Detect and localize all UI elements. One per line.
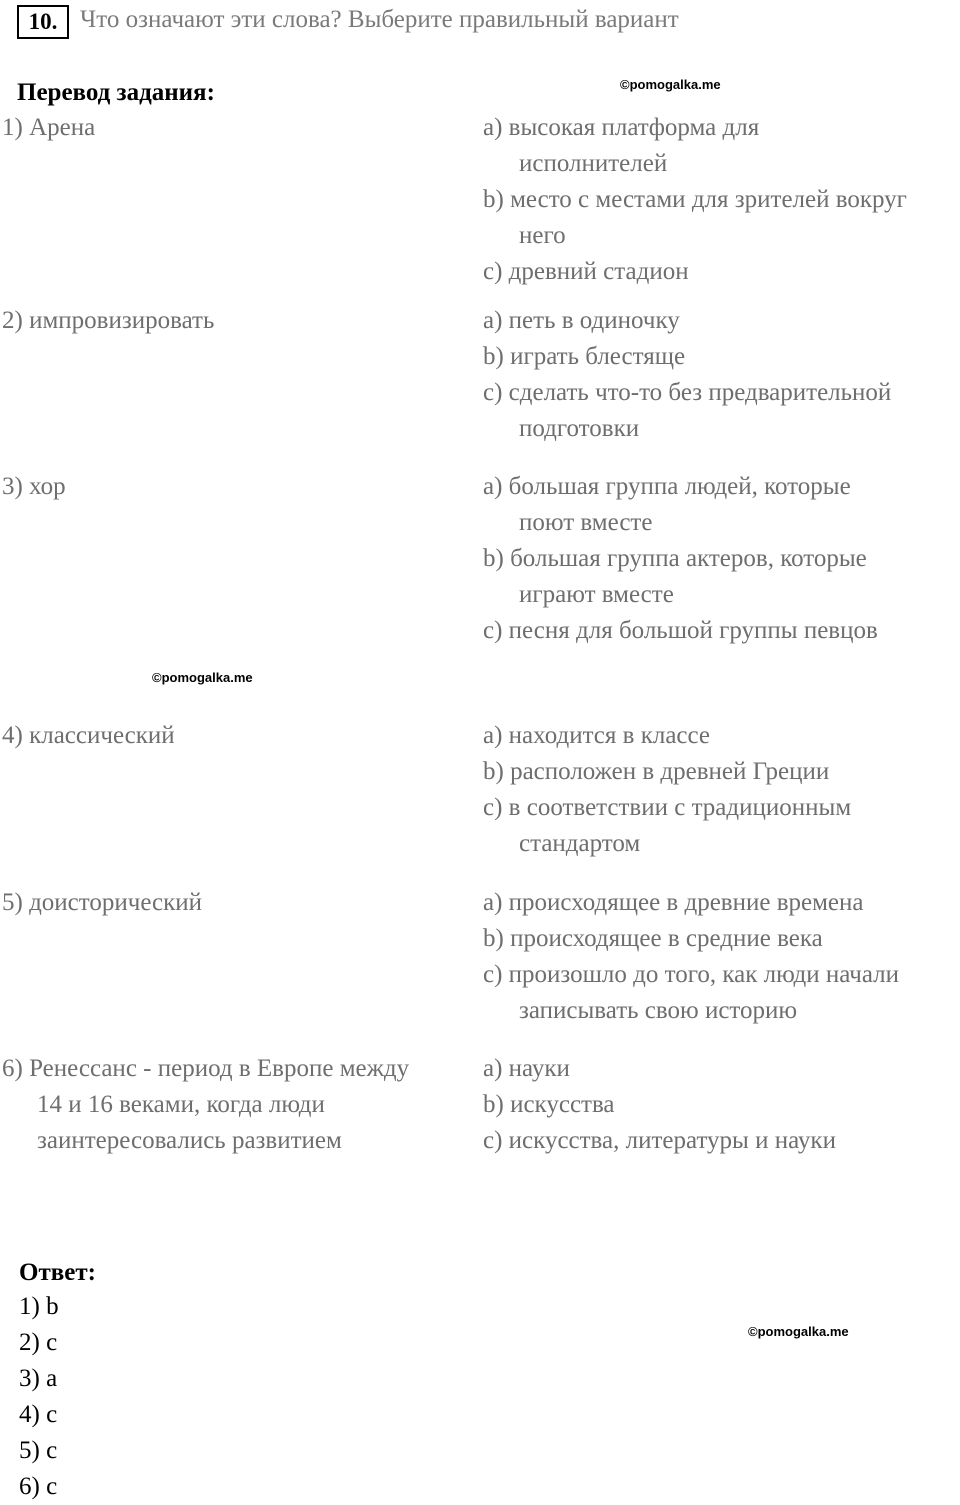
option-line: a) науки bbox=[483, 1055, 570, 1082]
answer-line: 6) c bbox=[19, 1473, 58, 1500]
answer-line: 4) c bbox=[19, 1401, 58, 1428]
option-line: поют вместе bbox=[519, 509, 653, 536]
question-term: 5) доисторический bbox=[2, 889, 203, 916]
question-term: 2) импровизировать bbox=[2, 307, 215, 334]
option-line: подготовки bbox=[519, 415, 640, 442]
option-line: c) в соответствии с традиционным bbox=[483, 794, 852, 821]
option-line: стандартом bbox=[519, 830, 641, 857]
option-line: b) играть блестяще bbox=[483, 343, 686, 370]
option-line: c) произошло до того, как люди начали bbox=[483, 961, 900, 988]
question-term: 6) Ренессанс - период в Европе между bbox=[2, 1055, 410, 1082]
option-line: c) песня для большой группы певцов bbox=[483, 617, 878, 644]
option-line: c) искусства, литературы и науки bbox=[483, 1127, 836, 1154]
answer-line: 2) c bbox=[19, 1329, 58, 1356]
option-line: c) древний стадион bbox=[483, 258, 689, 285]
task-number-box: 10. bbox=[17, 5, 69, 39]
option-line: b) место с местами для зрителей вокруг bbox=[483, 186, 907, 213]
answer-line: 3) a bbox=[19, 1365, 58, 1392]
option-line: b) расположен в древней Греции bbox=[483, 758, 830, 785]
option-line: b) искусства bbox=[483, 1091, 615, 1118]
watermark: ©pomogalka.me bbox=[152, 670, 253, 685]
answer-heading: Ответ: bbox=[19, 1259, 96, 1286]
option-line: записывать свою историю bbox=[519, 997, 798, 1024]
task-title: Что означают эти слова? Выберите правильный вариант bbox=[80, 6, 679, 33]
question-term: 3) хор bbox=[2, 473, 66, 500]
option-line: b) большая группа актеров, которые bbox=[483, 545, 867, 572]
option-line: a) находится в классе bbox=[483, 722, 711, 749]
answer-line: 1) b bbox=[19, 1293, 59, 1320]
question-term: 14 и 16 веками, когда люди bbox=[37, 1091, 325, 1118]
question-term: заинтересовались развитием bbox=[37, 1127, 342, 1154]
option-line: играют вместе bbox=[519, 581, 674, 608]
answer-line: 5) c bbox=[19, 1437, 58, 1464]
option-line: a) высокая платформа для bbox=[483, 114, 760, 141]
option-line: b) происходящее в средние века bbox=[483, 925, 823, 952]
option-line: исполнителей bbox=[519, 150, 668, 177]
option-line: a) большая группа людей, которые bbox=[483, 473, 851, 500]
option-line: a) петь в одиночку bbox=[483, 307, 680, 334]
option-line: a) происходящее в древние времена bbox=[483, 889, 864, 916]
option-line: c) сделать что-то без предварительной bbox=[483, 379, 892, 406]
question-term: 4) классический bbox=[2, 722, 175, 749]
question-term: 1) Арена bbox=[2, 114, 96, 141]
option-line: него bbox=[519, 222, 566, 249]
watermark: ©pomogalka.me bbox=[748, 1324, 849, 1339]
watermark: ©pomogalka.me bbox=[620, 77, 721, 92]
translation-heading: Перевод задания: bbox=[17, 79, 215, 106]
